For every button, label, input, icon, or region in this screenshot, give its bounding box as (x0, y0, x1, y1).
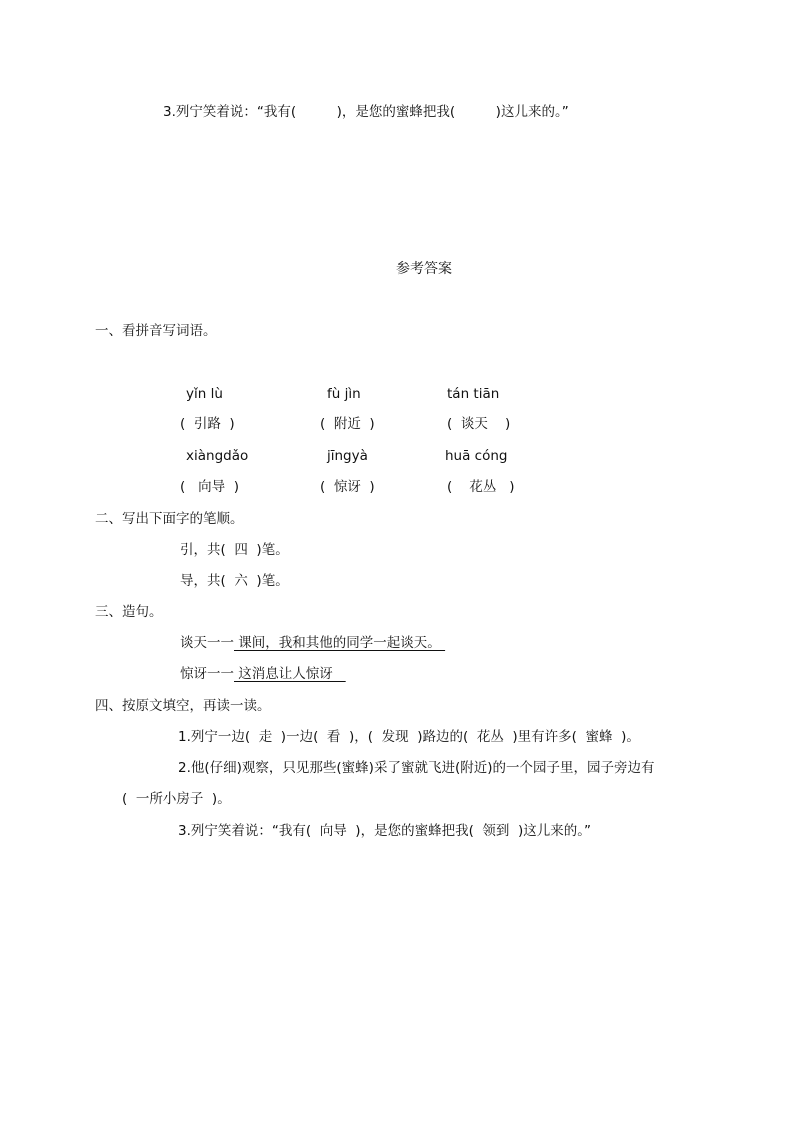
pinyin-huacong: huā cóng (445, 448, 508, 464)
sentence-tantian-label: 谈天一一 (180, 635, 234, 651)
answer-tantian: ( 谈天 ) (447, 416, 511, 432)
pinyin-jingya: jīngyà (327, 448, 368, 464)
answer-jingya: ( 惊讶 ) (320, 479, 375, 495)
sentence-jingya-label: 惊讶一一 (180, 666, 234, 682)
fill-line-2a: 2.他(仔细)观察，只见那些(蜜蜂)采了蜜就飞进(附近)的一个园子里，园子旁边有 (178, 760, 655, 776)
fill-line-1: 1.列宁一边( 走 )一边( 看 )，( 发现 )路边的( 花丛 )里有许多( 蜜蜂 )。 (178, 729, 640, 745)
section2-heading: 二、写出下面字的笔顺。 (95, 511, 244, 527)
stroke-count-yin: 引，共( 四 )笔。 (180, 542, 289, 558)
answer-xiangdao: ( 向导 ) (180, 479, 239, 495)
sentence-tantian-answer: 课间，我和其他的同学一起谈天。 (234, 635, 446, 651)
answer-fujin: ( 附近 ) (320, 416, 375, 432)
section3-heading: 三、造句。 (95, 604, 163, 620)
pinyin-fujin: fù jìn (327, 386, 361, 402)
sentence-jingya (180, 665, 346, 683)
answer-title: 参考答案 (396, 261, 452, 277)
sentence-jingya-answer: 这消息让人惊讶 (234, 666, 346, 682)
section4-heading: 四、按原文填空，再读一读。 (95, 698, 271, 714)
answer-yinlu: ( 引路 ) (180, 416, 235, 432)
fill-line-3: 3.列宁笑着说：“我有( 向导 )，是您的蜜蜂把我( 领到 )这儿来的。” (178, 823, 592, 839)
answer-huacong: ( 花丛 ) (447, 479, 515, 495)
pinyin-yinlu: yǐn lù (186, 386, 223, 402)
fill-line-2b: ( 一所小房子 )。 (122, 791, 231, 807)
pinyin-xiangdao: xiàngdǎo (186, 448, 249, 464)
pinyin-tantian: tán tiān (447, 386, 500, 402)
section1-heading: 一、看拼音写词语。 (95, 323, 217, 339)
question-3-line: 3.列宁笑着说：“我有( )，是您的蜜蜂把我( )这儿来的。” (163, 104, 569, 120)
stroke-count-dao: 导，共( 六 )笔。 (180, 573, 289, 589)
sentence-tantian (180, 634, 445, 652)
